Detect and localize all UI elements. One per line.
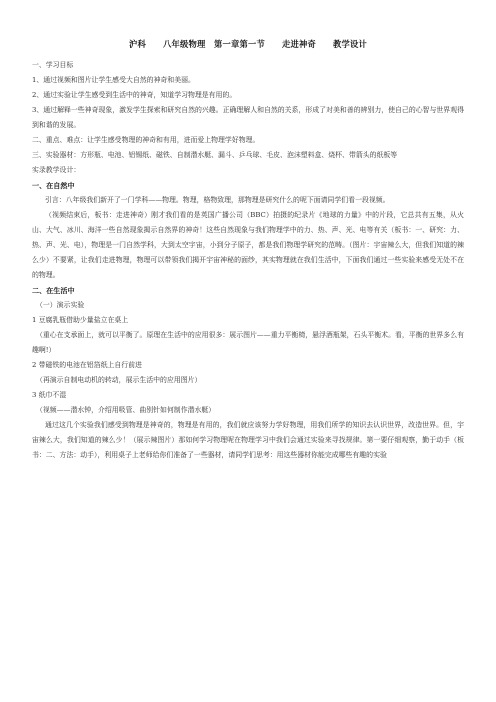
paragraph: 实录教学设计：: [32, 166, 81, 174]
section-heading: 二、在生活中: [32, 286, 75, 295]
paragraph: 引言：八年级我们新开了一门学科——物理。物理，格物致理，那物理是研究什么的呢下面请同学们看一段视频。: [45, 196, 390, 204]
document-body: [32, 58, 464, 463]
paragraph: 一、学习目标: [32, 61, 74, 69]
paragraph: 二、重点、难点：让学生感受物理的神奇和有用，进而爱上物理学好物理。: [32, 136, 260, 144]
document-title: 沪科 八年级物理 第一章第一节 走进神奇 教学设计: [129, 39, 367, 49]
paragraph: （一）演示实验: [36, 301, 85, 309]
paragraph: 2 带磁铁的电池在铝箔纸上自行前进: [32, 361, 142, 369]
paragraph: 三、实验器材：方形瓶、电池、铝锡纸、磁铁、自制潜水艇、漏斗、乒乓球、毛皮、泡沫塑料盒、烧杯、带箭头的纸板等: [32, 151, 398, 159]
paragraph: 3、通过解释一些神奇现象，激发学生探索和研究自然的兴趣。正确理解人和自然的关系，形成了对美和善的辨别力，使自己的心智与世界观得到和谐的发展。: [32, 106, 464, 129]
paragraph: 2、通过实验让学生感受到生活中的神奇，知道学习物理是有用的。: [32, 91, 237, 99]
paragraph: （视频——潜水钟，介绍用吸管、曲别针如何制作潜水艇）: [36, 406, 216, 414]
paragraph: （重心在支承面上，就可以平衡了。原理在生活中的应用很多：展示图片——重力平衡椅，悬浮酒瓶架，石头平衡术。看，平衡的世界多么有趣啊!）: [32, 331, 464, 354]
paragraph: （再演示自制电动机的转动，展示生活中的应用图片）: [36, 376, 202, 384]
paragraph: 通过这几个实验我们感受到物理是神奇的，物理是有用的，我们就应该努力学好物理，用我们所学的知识去认识世界，改造世界。但，宇宙辣么大，我们知道的辣么少！（展示辣图片）那如何学习物理呢在物理学习中我们会通过实验来寻找规律。第一要仔细观察，勤于动手（板书：二、方法：动手），利用桌子上老师给你们准备了一些器材，请同学们思考：用这些器材你能完成哪些有趣的实验: [32, 421, 464, 459]
paragraph: 3 纸巾不湿: [32, 391, 67, 399]
paragraph: 1、通过视频和图片让学生感受大自然的神奇和美丽。: [32, 76, 195, 84]
document-page: [32, 0, 464, 463]
paragraph: （视频结束后，板书：走进神奇）刚才我们看的是英国广播公司（BBC）拍摄的纪录片《地球的力量》中的片段，它总共有五集，从火山、大气、冰川、海洋一些自然现象揭示自然界的神奇！这些自然现象与我们物理学中的力、热、声、光、电等有关（板书：一、研究：力、热、声、光、电），物理是一门自然学科，大到太空宇宙，小到分子原子，都是我们物理学研究的范畴。（图片：宇宙辣么大，但我们知道的辣么少）不要紧，让我们走进物理，物理可以带领我们揭开宇宙神秘的面纱，其实物理就在我们生活中，下面我们通过一些实验来感受无处不在的物理。: [32, 211, 464, 279]
section-heading: 一、在自然中: [32, 181, 75, 190]
paragraph: 1 豆腐乳瓶借助少量盐立在桌上: [32, 316, 129, 324]
